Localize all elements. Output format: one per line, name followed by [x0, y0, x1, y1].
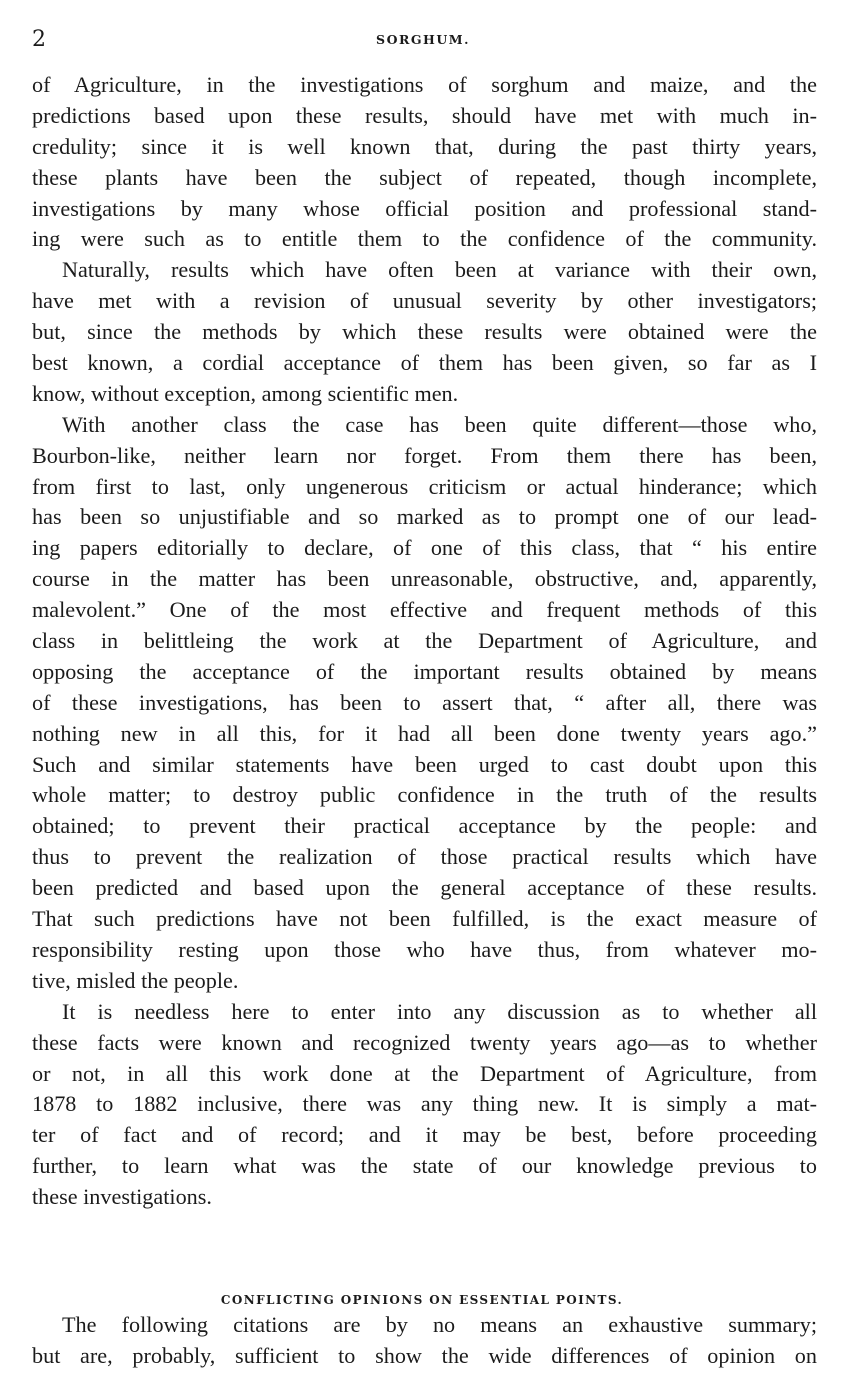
text-line: opposing the acceptance of the important results obtained by means [32, 658, 817, 684]
text-line: thus to prevent the realization of those practical results which have [32, 844, 817, 870]
running-title: SORGHUM. [376, 32, 470, 47]
text-line: malevolent.” One of the most effective and frequent methods of this [32, 597, 817, 623]
text-line: class in belittleing the work at the Department of Agriculture, and [32, 628, 817, 654]
text-line: whole matter; to destroy public confidence in the truth of the results [32, 782, 817, 808]
section-heading: CONFLICTING OPINIONS ON ESSENTIAL POINTS. [220, 1293, 624, 1307]
text-line: has been so unjustifiable and so marked as to prompt one of our lead- [32, 504, 817, 530]
text-line: these plants have been the subject of repeated, though incomplete, [32, 164, 817, 190]
running-head [32, 26, 814, 54]
text-line: predictions based upon these results, should have met with much in- [32, 102, 817, 128]
text-line: have met with a revision of unusual severity by other investigators; [32, 288, 817, 314]
page-number: 2 [32, 27, 46, 52]
text-line: Such and similar statements have been urged to cast doubt upon this [32, 751, 817, 777]
paragraph-2 [32, 255, 817, 409]
text-line: ing papers editorially to declare, of one of this class, that “ his entire [32, 535, 817, 561]
text-line: these investigations. [32, 1184, 212, 1210]
text-line: ter of fact and of record; and it may be best, before proceeding [32, 1122, 817, 1148]
text-line: or not, in all this work done at the Department of Agriculture, from [32, 1060, 817, 1086]
text-line: of these investigations, has been to assert that, “ after all, there was [32, 689, 817, 715]
text-line: Bourbon-like, neither learn nor forget. From them there has been, [32, 442, 817, 468]
paragraph-4 [32, 997, 817, 1213]
text-line: of Agriculture, in the investigations of sorghum and maize, and the [32, 72, 817, 97]
body-text [32, 70, 817, 1213]
text-line: investigations by many whose official position and professional stand- [32, 195, 817, 221]
text-line: 1878 to 1882 inclusive, there was any thing new. It is simply a mat- [32, 1091, 817, 1117]
text-line: Naturally, results which have often been at variance with their own, [62, 257, 817, 283]
text-line: but are, probably, sufficient to show the wide differences of opinion on [32, 1342, 817, 1368]
text-line: best known, a cordial acceptance of them has been given, so far as I [32, 350, 817, 376]
text-line: That such predictions have not been fulfilled, is the exact measure of [32, 906, 817, 932]
text-line: course in the matter has been unreasonable, obstructive, and, apparently, [32, 566, 817, 592]
text-line: been predicted and based upon the general acceptance of these results. [32, 875, 817, 901]
text-line: know, without exception, among scientific men. [32, 380, 459, 406]
text-line: these facts were known and recognized twenty years ago—as to whether [32, 1029, 817, 1055]
section-text [32, 1310, 817, 1372]
text-line: It is needless here to enter into any discussion as to whether all [62, 998, 817, 1024]
text-line: but, since the methods by which these results were obtained were the [32, 319, 817, 345]
paragraph-1 [32, 70, 817, 255]
text-line: credulity; since it is well known that, during the past thirty years, [32, 133, 817, 159]
text-line: obtained; to prevent their practical acceptance by the people: and [32, 813, 817, 839]
text-line: With another class the case has been quite different—those who, [62, 411, 817, 437]
text-line: The following citations are by no means an exhaustive summary; [62, 1312, 817, 1337]
paragraph-3 [32, 410, 817, 997]
text-line: responsibility resting upon those who have thus, from whatever mo- [32, 936, 817, 962]
text-line: from first to last, only ungenerous criticism or actual hinderance; which [32, 473, 817, 499]
text-line: nothing new in all this, for it had all been done twenty years ago.” [32, 720, 817, 746]
text-line: tive, misled the people. [32, 967, 239, 993]
text-line: ing were such as to entitle them to the confidence of the community. [32, 226, 817, 252]
text-line: further, to learn what was the state of our knowledge previous to [32, 1153, 817, 1179]
